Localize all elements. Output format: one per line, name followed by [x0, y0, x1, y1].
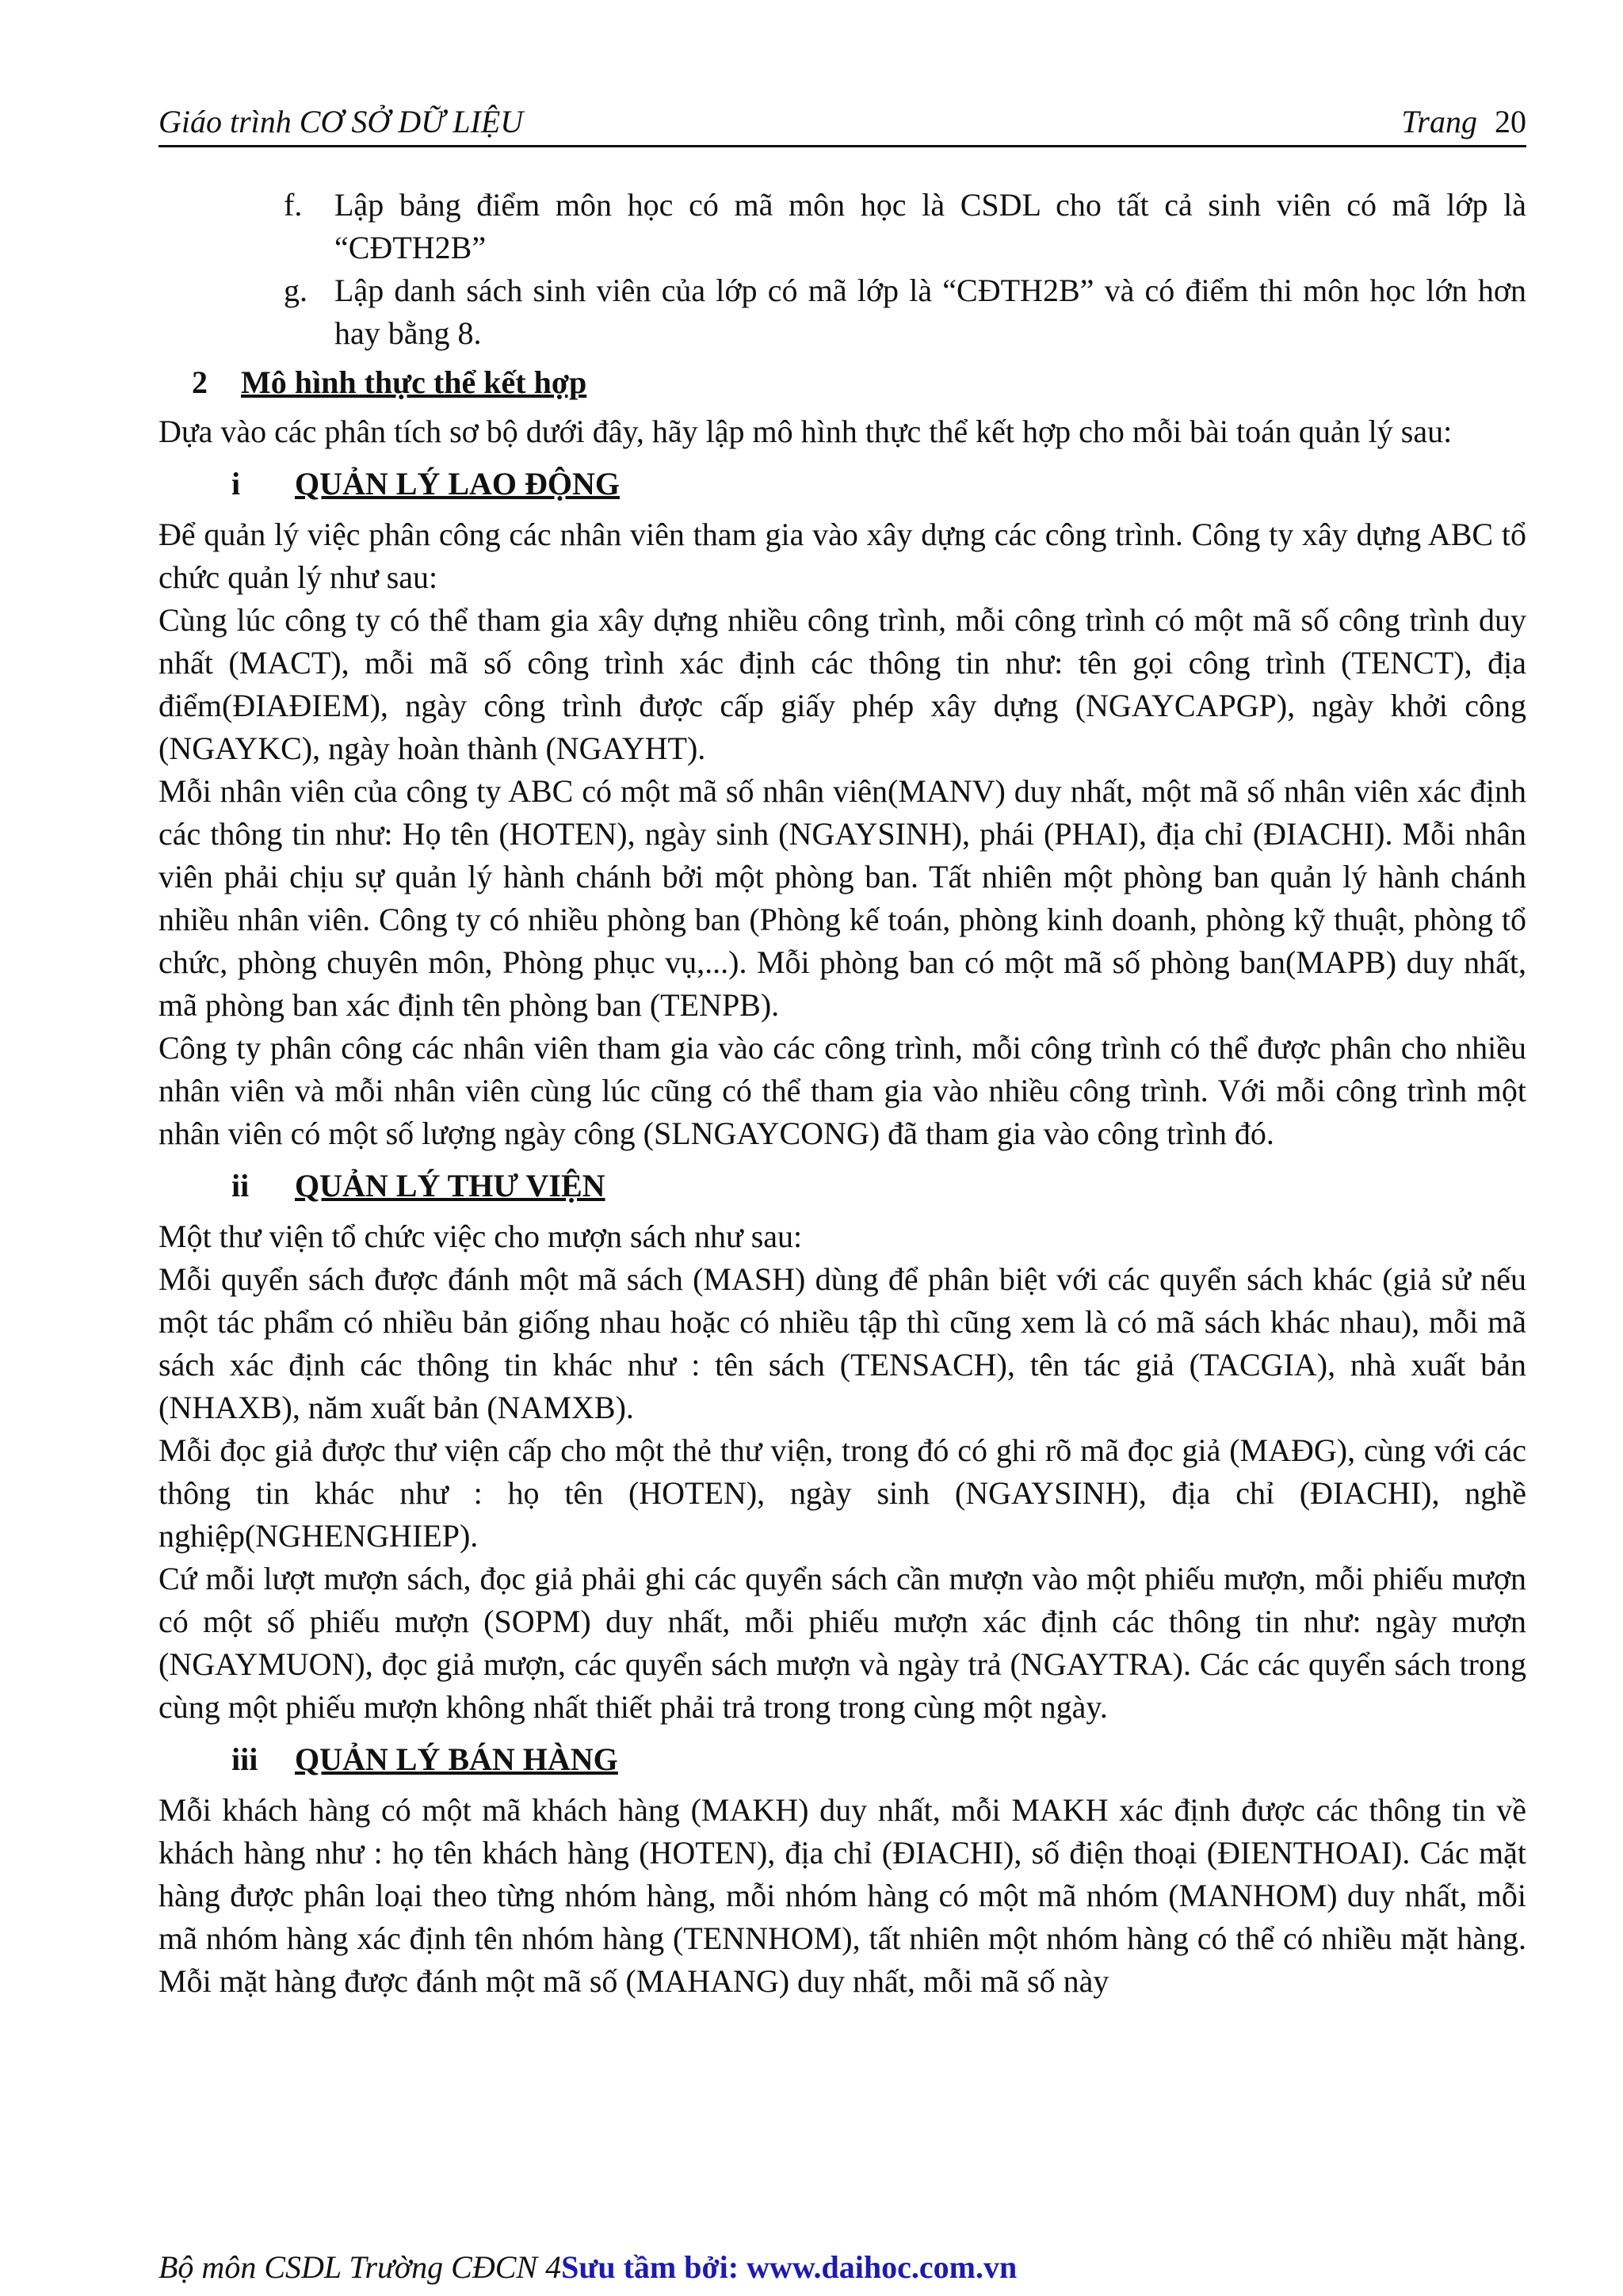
list-item — [158, 184, 1526, 269]
footer-credit: Sưu tầm bởi: — [561, 2249, 739, 2285]
page-header — [158, 100, 1526, 147]
section-number: 2 — [192, 364, 208, 400]
section-intro: Dựa vào các phân tích sơ bộ dưới đây, hãy lập mô hình thực thể kết hợp cho mỗi bài toán quản lý sau: — [158, 414, 1453, 449]
page-content — [158, 184, 1526, 2003]
subsection-title: QUẢN LÝ BÁN HÀNG — [295, 1741, 618, 1777]
header-divider — [158, 145, 1526, 147]
paragraph: Mỗi đọc giả được thư viện cấp cho một thẻ thư viện, trong đó có ghi rõ mã đọc giả (MAĐG), cùng với các thông tin khác như : họ tên (HOTEN), ngày sinh (NGAYSINH), địa chỉ (ĐIACHI), nghề nghiệp(NGHENGHIEP). — [158, 1432, 1526, 1554]
subsection-title: QUẢN LÝ THƯ VIỆN — [295, 1168, 605, 1203]
list-item-text: Lập danh sách sinh viên của lớp có mã lớp là “CĐTH2B” và có điểm thi môn học lớn hơn hay bằng 8. — [334, 273, 1526, 351]
section-heading — [158, 361, 1526, 404]
page-indicator — [1401, 103, 1526, 140]
paragraph: Một thư viện tổ chức việc cho mượn sách như sau: — [158, 1219, 803, 1254]
list-marker: g. — [284, 273, 307, 308]
subsection-title: QUẢN LÝ LAO ĐỘNG — [295, 466, 621, 502]
subsection-number: iii — [231, 1741, 258, 1777]
paragraph: Mỗi nhân viên của công ty ABC có một mã số nhân viên(MANV) duy nhất, một mã số nhân viên xác định các thông tin như: Họ tên (HOTEN), ngày sinh (NGAYSINH), phái (PHAI), địa chỉ (ĐIACHI). Mỗi nhân viên phải chịu sự quản lý hành chánh bởi một phòng ban. Tất nhiên một phòng ban quản lý hành chánh nhiều nhân viên. Công ty có nhiều phòng ban (Phòng kế toán, phòng kinh doanh, phòng kỹ thuật, phòng tổ chức, phòng chuyên môn, Phòng phục vụ,...). Mỗi phòng ban có một mã số phòng ban(MAPB) duy nhất, mã phòng ban xác định tên phòng ban (TENPB). — [158, 773, 1526, 1023]
list-marker: f. — [284, 187, 303, 223]
paragraph: Cùng lúc công ty có thể tham gia xây dựng nhiều công trình, mỗi công trình có một mã số công trình duy nhất (MACT), mỗi mã số công trình xác định các thông tin như: tên gọi công trình (TENCT), địa điểm(ĐIAĐIEM), ngày công trình được cấp giấy phép xây dựng (NGAYCAPGP), ngày khởi công (NGAYKC), ngày hoàn thành (NGAYHT). — [158, 602, 1526, 766]
section-title: Mô hình thực thể kết hợp — [241, 364, 587, 400]
list-item — [158, 269, 1526, 355]
paragraph: Mỗi quyển sách được đánh một mã sách (MASH) dùng để phân biệt với các quyển sách khác (giả sử nếu một tác phẩm có nhiều bản giống nhau hoặc có nhiều tập thì cũng xem là có mã sách khác nhau), mỗi mã sách xác định các thông tin khác như : tên sách (TENSACH), tên tác giả (TACGIA), nhà xuất bản (NHAXB), năm xuất bản (NAMXB). — [158, 1261, 1526, 1425]
subsection-number: ii — [231, 1168, 250, 1203]
page-label: Trang — [1401, 104, 1477, 139]
paragraph: Công ty phân công các nhân viên tham gia vào các công trình, mỗi công trình có thể được phân cho nhiều nhân viên và mỗi nhân viên cùng lúc cũng có thể tham gia vào nhiều công trình. Với mỗi công trình một nhân viên có một số lượng ngày công (SLNGAYCONG) đã tham gia vào công trình đó. — [158, 1030, 1526, 1151]
footer-link[interactable]: www.daihoc.com.vn — [747, 2249, 1018, 2285]
page-footer — [158, 2248, 1526, 2296]
list-item-text: Lập bảng điểm môn học có mã môn học là CSDL cho tất cả sinh viên có mã lớp là “CĐTH2B” — [334, 187, 1526, 265]
paragraph: Để quản lý việc phân công các nhân viên tham gia vào xây dựng các công trình. Công ty xây dựng ABC tổ chức quản lý như sau: — [158, 517, 1526, 595]
subsection-heading — [158, 1165, 1526, 1207]
footer-text: Bộ môn CSDL Trường CĐCN 4 — [158, 2249, 562, 2285]
paragraph: Cứ mỗi lượt mượn sách, đọc giả phải ghi các quyển sách cần mượn vào một phiếu mượn, mỗi phiếu mượn có một số phiếu mượn (SOPM) duy nhất, mỗi phiếu mượn xác định các thông tin như: ngày mượn (NGAYMUON), đọc giả mượn, các quyển sách mượn và ngày trả (NGAYTRA). Các các quyển sách trong cùng một phiếu mượn không nhất thiết phải trả trong trong cùng một ngày. — [158, 1561, 1526, 1725]
document-title: Giáo trình CƠ SỞ DỮ LIỆU — [158, 104, 524, 139]
subsection-heading — [158, 1738, 1526, 1781]
page-number: 20 — [1495, 104, 1526, 139]
paragraph: Mỗi khách hàng có một mã khách hàng (MAKH) duy nhất, mỗi MAKH xác định được các thông tin về khách hàng như : họ tên khách hàng (HOTEN), địa chỉ (ĐIACHI), số điện thoại (ĐIENTHOAI). Các mặt hàng được phân loại theo từng nhóm hàng, mỗi nhóm hàng có một mã nhóm (MANHOM) duy nhất, mỗi mã nhóm hàng xác định tên nhóm hàng (TENNHOM), tất nhiên một nhóm hàng có thể có nhiều mặt hàng. Mỗi mặt hàng được đánh một mã số (MAHANG) duy nhất, mỗi mã số này — [158, 1792, 1526, 1999]
subsection-number: i — [231, 466, 241, 502]
subsection-heading — [158, 463, 1526, 505]
